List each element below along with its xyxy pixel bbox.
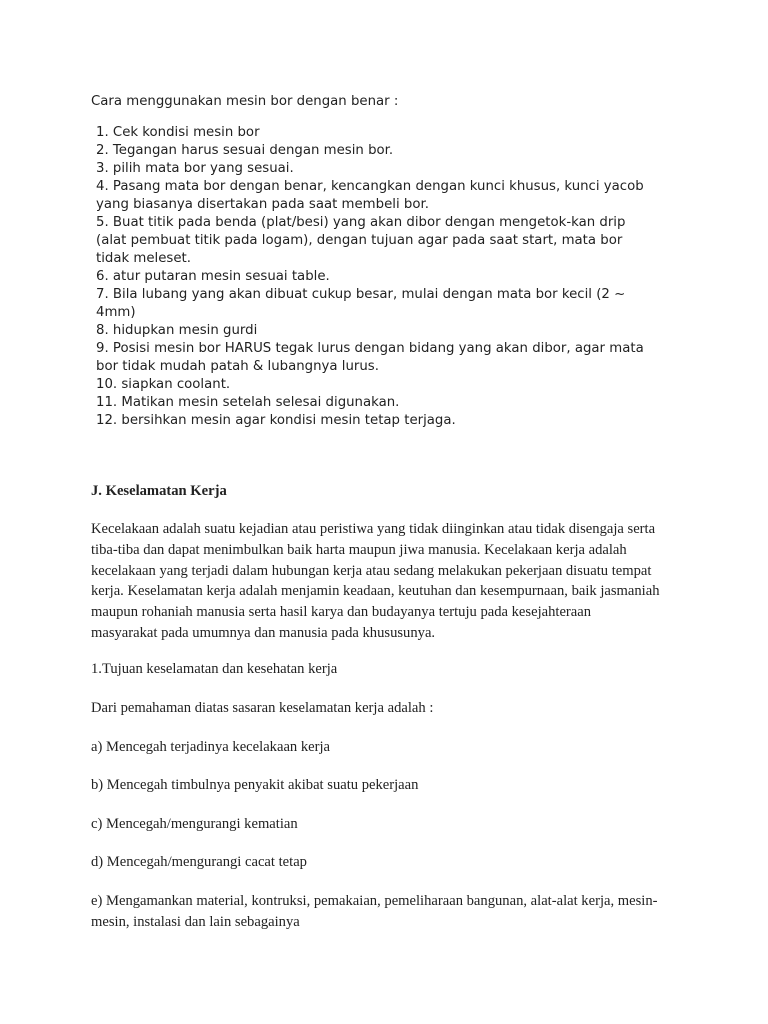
intro-text: Cara menggunakan mesin bor dengan benar : xyxy=(91,94,399,109)
step-item: 10. siapkan coolant. xyxy=(96,377,231,392)
steps-list xyxy=(96,124,676,430)
goal-item: d) Mencegah/mengurangi cacat tetap xyxy=(91,854,307,870)
step-item: 3. pilih mata bor yang sesuai. xyxy=(96,161,294,176)
step-item: 2. Tegangan harus sesuai dengan mesin bor. xyxy=(96,143,394,158)
subintro-text: Dari pemahaman diatas sasaran keselamatan kerja adalah : xyxy=(91,700,434,716)
step-item: 5. Buat titik pada benda (plat/besi) yang akan dibor dengan mengetok-kan drip (alat pembuat titik pada logam), dengan tujuan agar pada saat start, mata bor tidak meleset. xyxy=(96,215,626,266)
step-item: 9. Posisi mesin bor HARUS tegak lurus dengan bidang yang akan dibor, agar mata bor tidak mudah patah & lubangnya lurus. xyxy=(96,341,644,374)
section-heading: J. Keselamatan Kerja xyxy=(91,483,227,499)
step-item: 12. bersihkan mesin agar kondisi mesin tetap terjaga. xyxy=(96,413,456,428)
goal-item: c) Mencegah/mengurangi kematian xyxy=(91,816,298,832)
step-item: 7. Bila lubang yang akan dibuat cukup besar, mulai dengan mata bor kecil (2 ~ 4mm) xyxy=(96,287,626,320)
goal-item: b) Mencegah timbulnya penyakit akibat suatu pekerjaan xyxy=(91,777,419,793)
section-paragraph: Kecelakaan adalah suatu kejadian atau peristiwa yang tidak diinginkan atau tidak disengaja serta tiba-tiba dan dapat menimbulkan baik harta maupun jiwa manusia. Kecelakaan kerja adalah kecelakaan yang terjadi dalam hubungan kerja atau sedang melakukan pekerjaan disuatu tempat kerja. Keselamatan kerja adalah menjamin keadaan, keutuhan dan kesempurnaan, baik jasmaniah maupun rohaniah manusia serta hasil karya dan budayanya tertuju pada kesejahteraan masyarakat pada umumnya dan manusia pada khususunya. xyxy=(91,521,660,641)
subheading: 1.Tujuan keselamatan dan kesehatan kerja xyxy=(91,661,338,677)
goal-item: e) Mengamankan material, kontruksi, pemakaian, pemeliharaan bangunan, alat-alat kerja, mesin- mesin, instalasi dan lain sebagainya xyxy=(91,893,658,930)
step-item: 1. Cek kondisi mesin bor xyxy=(96,125,260,140)
step-item: 11. Matikan mesin setelah selesai digunakan. xyxy=(96,395,400,410)
step-item: 4. Pasang mata bor dengan benar, kencangkan dengan kunci khusus, kunci yacob yang biasanya disertakan pada saat membeli bor. xyxy=(96,179,644,212)
step-item: 6. atur putaran mesin sesuai table. xyxy=(96,269,330,284)
step-item: 8. hidupkan mesin gurdi xyxy=(96,323,258,338)
goal-item: a) Mencegah terjadinya kecelakaan kerja xyxy=(91,739,331,755)
